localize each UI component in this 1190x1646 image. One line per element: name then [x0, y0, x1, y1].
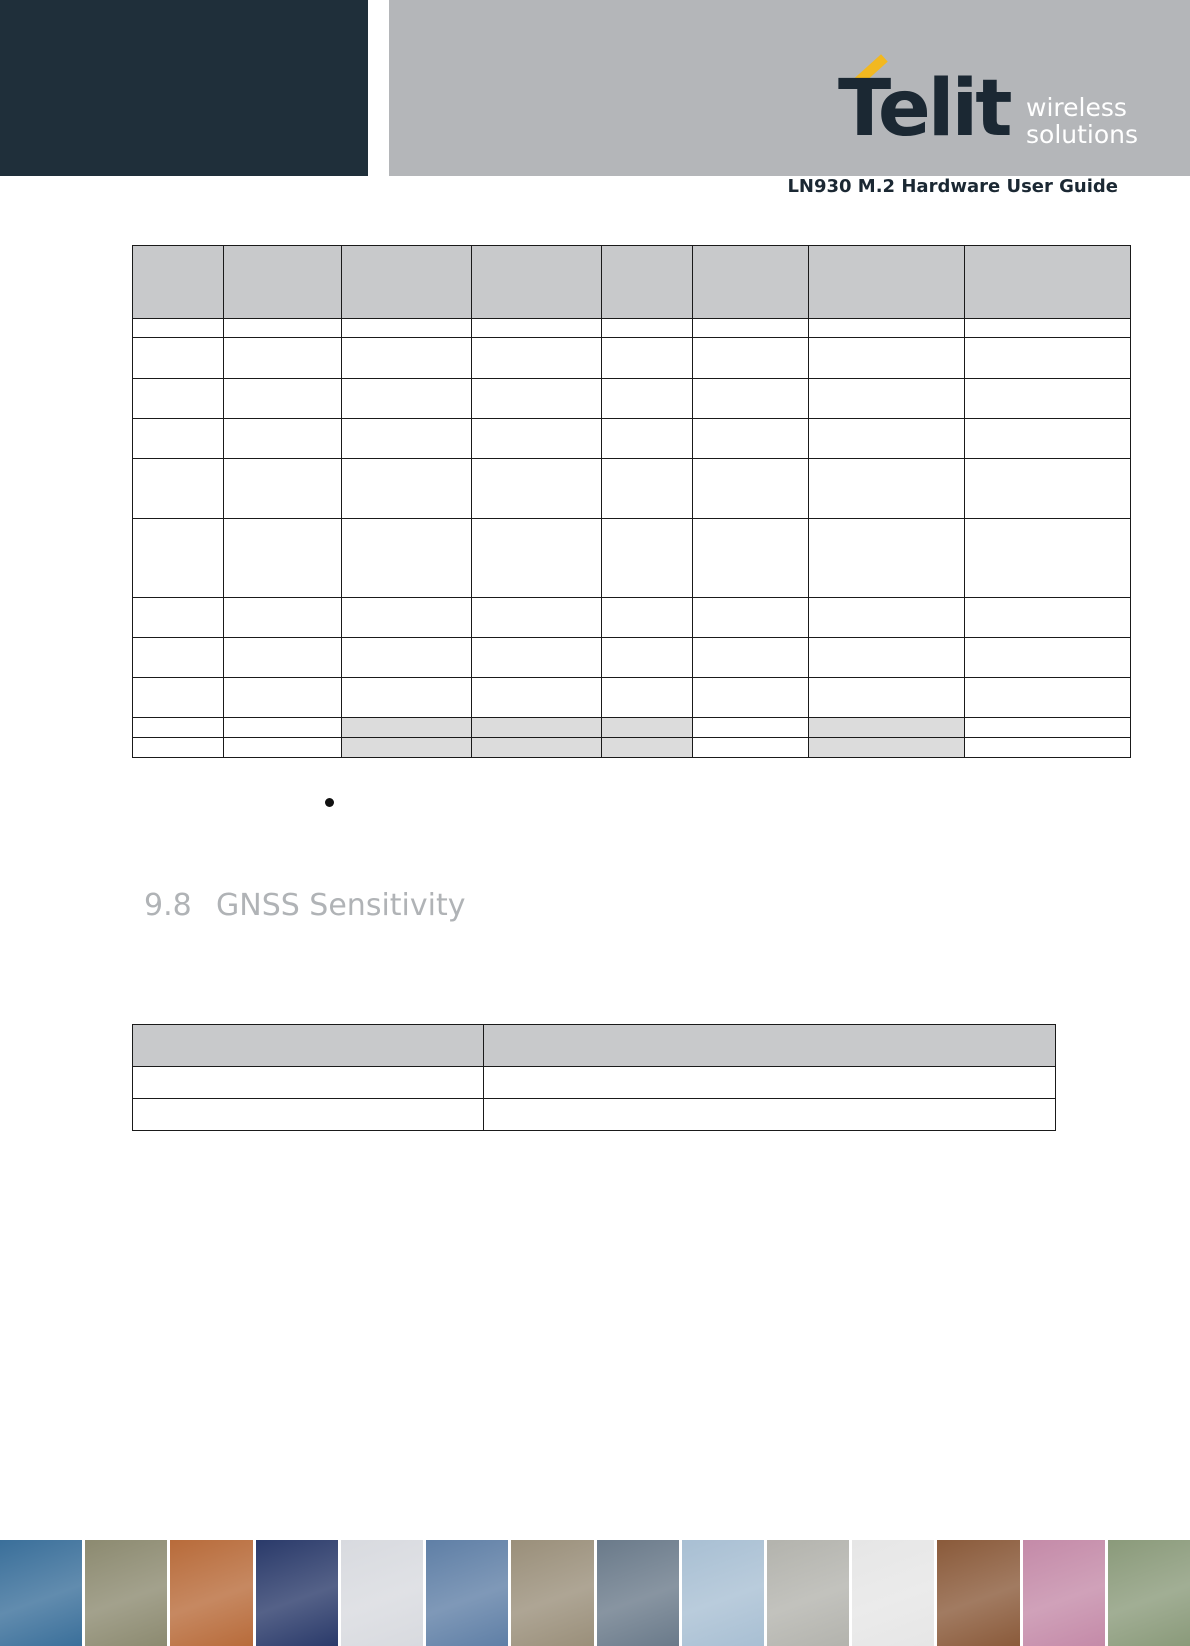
table-cell [809, 319, 965, 338]
shaded-cell [809, 738, 965, 758]
table-cell [472, 678, 602, 718]
table-cell [602, 598, 693, 638]
table-header-row [133, 246, 1131, 319]
table-cell [472, 638, 602, 678]
table-cell [693, 718, 809, 738]
table-cell [809, 598, 965, 638]
table-cell [224, 379, 342, 419]
table-cell [602, 519, 693, 598]
table-cell [224, 319, 342, 338]
header-cell [965, 246, 1131, 319]
table-cell [342, 459, 472, 519]
table-row [133, 338, 1131, 379]
logo-wordmark: Telit [838, 64, 1010, 154]
table-cell [224, 738, 342, 758]
table-cell [472, 338, 602, 379]
table-row [133, 1099, 1056, 1131]
table-cell [342, 519, 472, 598]
table-cell [602, 638, 693, 678]
table-cell [133, 678, 224, 718]
header-cell [809, 246, 965, 319]
table-cell [809, 419, 965, 459]
table-cell [133, 1067, 484, 1099]
table-cell [342, 419, 472, 459]
table-cell [342, 379, 472, 419]
header-cell [133, 246, 224, 319]
shipping-containers-photo [170, 1540, 252, 1646]
table-cell [809, 678, 965, 718]
electric-line-photo [852, 1540, 934, 1646]
table-cell [965, 338, 1131, 379]
table-cell [342, 338, 472, 379]
section-heading [144, 888, 466, 923]
shaded-cell [809, 718, 965, 738]
table-cell [602, 419, 693, 459]
table-cell [693, 678, 809, 718]
bullet-point [325, 798, 334, 807]
footer-photo-strip [0, 1540, 1190, 1646]
table-header-row [133, 1025, 1056, 1067]
specification-table [132, 245, 1131, 758]
section-title: GNSS Sensitivity [216, 888, 466, 923]
cyclist-photo [426, 1540, 508, 1646]
header-cell [472, 246, 602, 319]
table-row [133, 638, 1131, 678]
logo-tagline-line2: solutions [1026, 120, 1139, 149]
table-row [133, 678, 1131, 718]
table-cell [472, 519, 602, 598]
header-dark-block [0, 0, 368, 176]
table-cell [342, 598, 472, 638]
table-cell [342, 678, 472, 718]
table-cell [224, 678, 342, 718]
table-row [133, 1067, 1056, 1099]
table-cell [342, 319, 472, 338]
table-cell [809, 338, 965, 379]
shaded-cell [472, 718, 602, 738]
table-cell [965, 638, 1131, 678]
utility-meter-photo [767, 1540, 849, 1646]
table-cell [133, 638, 224, 678]
table-cell [224, 519, 342, 598]
table-cell [224, 338, 342, 379]
gnss-sensitivity-table [132, 1024, 1056, 1131]
header-cell [693, 246, 809, 319]
logo-tagline-line1: wireless [1026, 93, 1127, 122]
header-cell [602, 246, 693, 319]
section-number: 9.8 [144, 888, 192, 923]
table-cell [693, 638, 809, 678]
digital-clock-display-photo [256, 1540, 338, 1646]
table-cell [472, 459, 602, 519]
table-cell [133, 1099, 484, 1131]
table-cell [472, 379, 602, 419]
table-cell [224, 598, 342, 638]
atm-card-photo [511, 1540, 593, 1646]
table-cell [965, 598, 1131, 638]
table-cell [133, 459, 224, 519]
table-cell [224, 638, 342, 678]
table-cell [693, 379, 809, 419]
table-cell [965, 738, 1131, 758]
table-cell [484, 1099, 1056, 1131]
keyboard-photo [341, 1540, 423, 1646]
header-cell [484, 1025, 1056, 1067]
table-cell [602, 319, 693, 338]
table-cell [133, 379, 224, 419]
table-cell [693, 419, 809, 459]
table-cell [224, 718, 342, 738]
shaded-cell [602, 718, 693, 738]
table-cell [133, 338, 224, 379]
table-row [133, 319, 1131, 338]
table-cell [965, 718, 1131, 738]
table-cell [472, 319, 602, 338]
logo-tagline [1026, 94, 1138, 148]
table-cell [602, 338, 693, 379]
table-row [133, 718, 1131, 738]
table-cell [965, 319, 1131, 338]
table-cell [809, 519, 965, 598]
subway-train-photo [937, 1540, 1019, 1646]
table-row [133, 738, 1131, 758]
table-cell [133, 718, 224, 738]
sos-callbox-photo [85, 1540, 167, 1646]
shaded-cell [342, 738, 472, 758]
pink-machinery-photo [1023, 1540, 1105, 1646]
table-cell [965, 519, 1131, 598]
shaded-cell [342, 718, 472, 738]
table-cell [484, 1067, 1056, 1099]
table-cell [472, 598, 602, 638]
shaded-cell [602, 738, 693, 758]
wind-turbines-photo [682, 1540, 764, 1646]
table-cell [602, 459, 693, 519]
table-cell [472, 419, 602, 459]
shaded-cell [472, 738, 602, 758]
table-cell [693, 319, 809, 338]
header-cell [133, 1025, 484, 1067]
table-cell [133, 419, 224, 459]
table-row [133, 519, 1131, 598]
document-title: LN930 M.2 Hardware User Guide [787, 176, 1118, 197]
table-row [133, 598, 1131, 638]
table-cell [693, 519, 809, 598]
table-row [133, 419, 1131, 459]
table-cell [133, 519, 224, 598]
table-cell [809, 379, 965, 419]
table-cell [693, 338, 809, 379]
table-cell [602, 379, 693, 419]
table-cell [965, 419, 1131, 459]
table-cell [693, 598, 809, 638]
header-cell [342, 246, 472, 319]
telit-logo [838, 52, 1158, 152]
table-cell [693, 738, 809, 758]
table-cell [133, 598, 224, 638]
table-row [133, 459, 1131, 519]
security-camera-photo [1108, 1540, 1190, 1646]
table-cell [224, 419, 342, 459]
header-cell [224, 246, 342, 319]
vending-machine-photo [597, 1540, 679, 1646]
table-cell [224, 459, 342, 519]
table-cell [602, 678, 693, 718]
table-cell [342, 638, 472, 678]
table-cell [133, 319, 224, 338]
table-cell [965, 379, 1131, 419]
table-cell [693, 459, 809, 519]
table-cell [965, 459, 1131, 519]
table-cell [965, 678, 1131, 718]
blue-traffic-photo [0, 1540, 82, 1646]
table-row [133, 379, 1131, 419]
table-cell [809, 638, 965, 678]
table-cell [809, 459, 965, 519]
table-cell [133, 738, 224, 758]
